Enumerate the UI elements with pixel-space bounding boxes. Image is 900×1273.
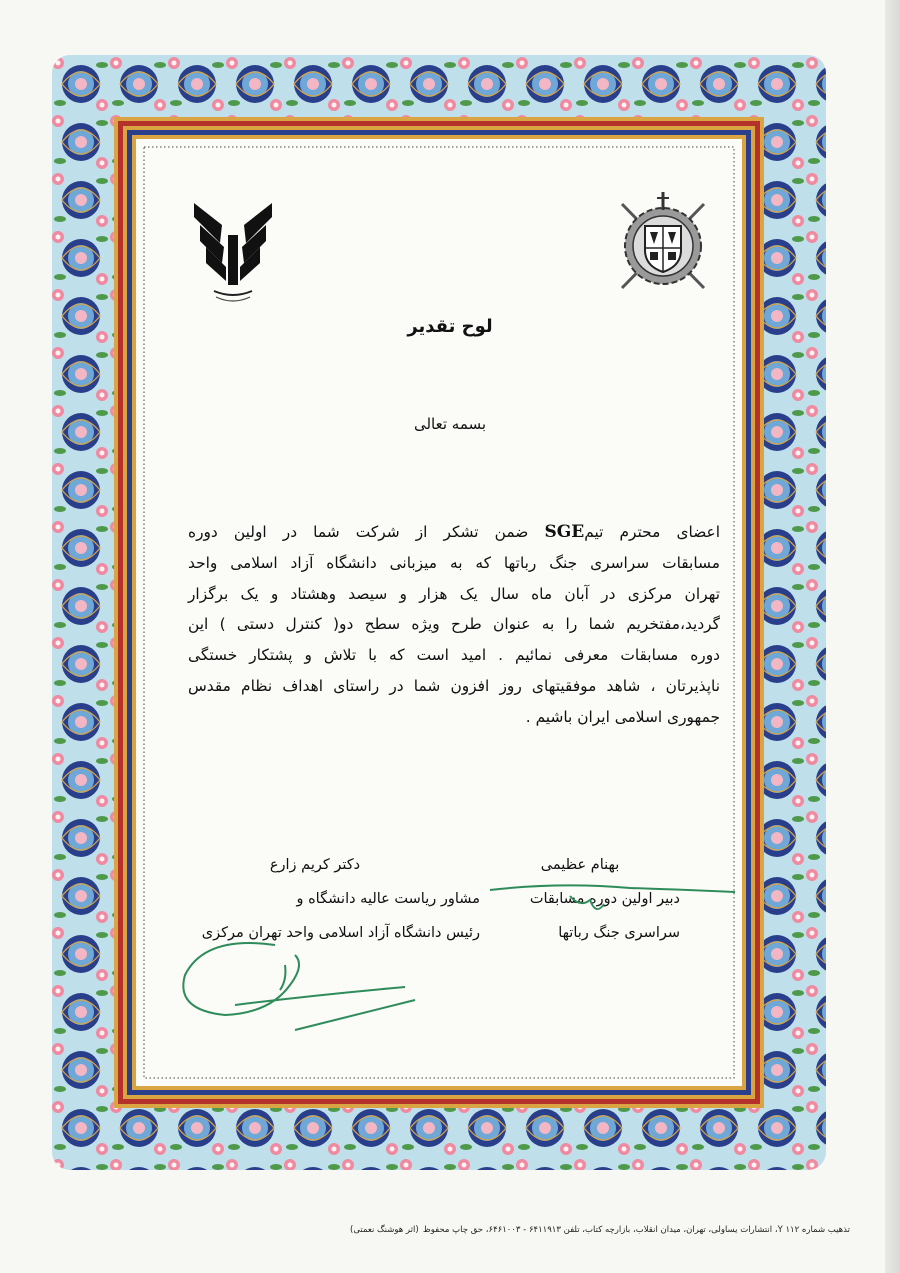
team-name: SGE [544, 522, 585, 542]
body-line-3: تهران مرکزی در آبان ماه سال یک هزار و سیصد وهشتاد و یک برگزار [188, 584, 720, 603]
certificate-title: لوح تقدیر [407, 316, 493, 337]
body-line-1-end: ضمن تشکر از شرکت شما در اولین دوره [188, 523, 529, 541]
body-line-7: جمهوری اسلامی ایران باشیم . [525, 707, 720, 726]
body-line-6: ناپذیرتان ، شاهد موفقیتهای روز افزون شما در راستای اهداف نظام مقدس [188, 676, 720, 695]
page-edge [885, 0, 900, 1273]
invocation: بسمه تعالی [413, 415, 487, 433]
signatory-name: بهنام عظیمی [540, 857, 620, 873]
certificate-body [188, 517, 720, 733]
signatory-name: دکتر کریم زارع [269, 857, 361, 873]
robot-wars-emblem [614, 188, 712, 296]
body-line-1 [188, 517, 720, 548]
body-line-1-start: اعضای محترم تیم [584, 523, 720, 541]
footer-text: تذهیب شماره ۱۱۲ Y، انتشارات یساولی، تهران، میدان انقلاب، بازارچه کتاب، تلفن ۶۴۱۱۹۱۳ - ۶۴۶۱۰۰۳، حق چاپ محفوظ [422, 1225, 850, 1235]
signatory-role: مشاور ریاست عالیه دانشگاه و [296, 891, 480, 907]
signatory-role: رئیس دانشگاه آزاد اسلامی واحد تهران مرکزی [201, 925, 480, 941]
body-line-2: مسابقات سراسری جنگ رباتها که به میزبانی دانشگاه آزاد اسلامی واحد [188, 553, 720, 572]
signatory-role: دبیر اولین دوره مسابقات [529, 891, 680, 907]
footer-print-info [90, 1225, 850, 1235]
body-line-4: گردید،مفتخریم شما را به عنوان طرح ویژه سطح دو( کنترل دستی ) این [188, 615, 720, 634]
signatory-president [150, 848, 480, 950]
signatory-role: سراسری جنگ رباتها [558, 925, 680, 941]
body-line-5: دوره مسابقات معرفی نمائیم . امید است که با تلاش و پشتکار خستگی [188, 646, 720, 665]
university-logo [192, 195, 274, 307]
footer-credit: (اثر هوشنگ نعمتی) [350, 1225, 419, 1235]
signatory-organizer [480, 848, 680, 950]
